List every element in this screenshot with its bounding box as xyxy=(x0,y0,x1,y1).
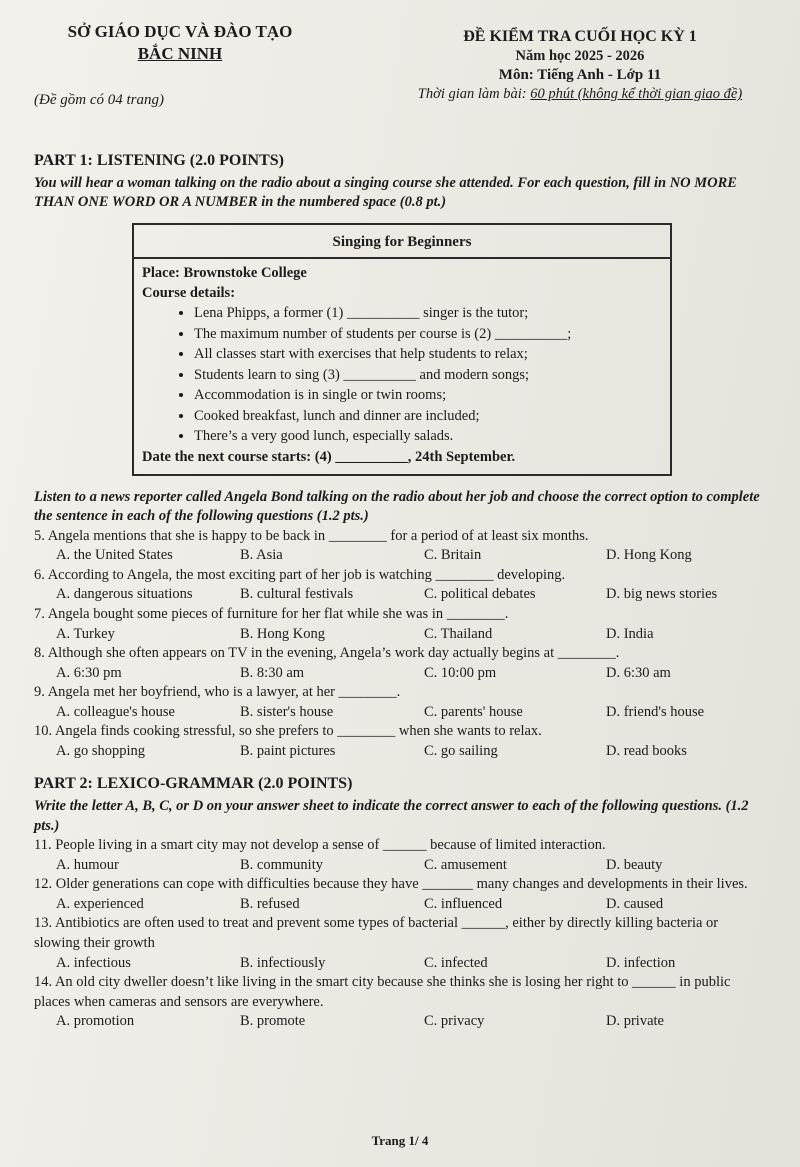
exam-header xyxy=(400,28,760,103)
question-9 xyxy=(34,683,764,722)
option-d: D. beauty xyxy=(606,856,663,873)
department-header xyxy=(34,22,320,109)
question-text: 11. People living in a smart city may not develop a sense of ______ because of limited interaction. xyxy=(34,837,606,854)
question-12 xyxy=(34,875,764,914)
answer-options xyxy=(34,954,764,974)
question-14 xyxy=(34,973,764,1032)
option-d: D. caused xyxy=(606,895,664,912)
question-text: 9. Angela met her boyfriend, who is a lawyer, at her ________. xyxy=(34,684,401,701)
question-text: 6. According to Angela, the most exciting part of her job is watching ________ developing. xyxy=(34,566,566,583)
school-year: Năm học 2025 - 2026 xyxy=(515,48,645,64)
option-b: B. paint pictures xyxy=(240,742,336,759)
option-a: A. infectious xyxy=(56,954,131,971)
option-a: A. dangerous situations xyxy=(56,586,193,603)
option-a: A. promotion xyxy=(56,1013,135,1030)
option-a: A. humour xyxy=(56,856,119,873)
option-a: A. experienced xyxy=(56,895,144,912)
list-item: • There’s a very good lunch, especially salads. xyxy=(194,427,662,447)
exam-title: ĐỀ KIỂM TRA CUỐI HỌC KỲ 1 xyxy=(463,28,697,45)
option-b: B. cultural festivals xyxy=(240,586,354,603)
option-a: A. the United States xyxy=(56,547,173,564)
option-d: D. Hong Kong xyxy=(606,547,692,564)
question-11 xyxy=(34,836,764,875)
option-d: D. infection xyxy=(606,954,676,971)
page-number: Trang 1/ 4 xyxy=(371,1133,429,1148)
option-c: C. Thailand xyxy=(424,625,493,642)
time-label: Thời gian làm bài: xyxy=(417,86,527,102)
list-item: • Lena Phipps, a former (1) __________ singer is the tutor; xyxy=(194,304,662,324)
list-item: • All classes start with exercises that help students to relax; xyxy=(194,345,662,365)
course-details-list xyxy=(142,304,662,447)
option-c: C. go sailing xyxy=(424,742,498,759)
question-text: 5. Angela mentions that she is happy to be back in ________ for a period of at least six months. xyxy=(34,527,589,544)
option-b: B. promote xyxy=(240,1013,306,1030)
notes-box-body xyxy=(134,259,670,474)
question-text: 13. Antibiotics are often used to treat and prevent some types of bacterial ______, either by directly killing bacteria or slowing their growth xyxy=(34,915,719,951)
option-c: C. 10:00 pm xyxy=(424,664,497,681)
question-text: 14. An old city dweller doesn’t like living in the smart city because she thinks she is losing her right to ______ in public places when cameras and sensors are everywhere. xyxy=(34,974,731,1010)
option-c: C. influenced xyxy=(424,895,503,912)
time-allowed xyxy=(400,86,760,103)
department-line-2: BẮC NINH xyxy=(137,44,223,63)
option-b: B. refused xyxy=(240,895,300,912)
option-a: A. go shopping xyxy=(56,742,146,759)
part2-title: PART 2: LEXICO-GRAMMAR (2.0 POINTS) xyxy=(34,775,353,793)
part2-section xyxy=(34,773,764,1031)
option-c: C. infected xyxy=(424,954,488,971)
part2-instruction: Write the letter A, B, C, or D on your answer sheet to indicate the correct answer to each of the following questions. (1.2 pts.) xyxy=(34,798,749,834)
option-a: A. 6:30 pm xyxy=(56,664,122,681)
question-5 xyxy=(34,527,764,566)
list-item: • The maximum number of students per course is (2) __________; xyxy=(194,325,662,345)
option-b: B. Hong Kong xyxy=(240,625,325,642)
answer-options xyxy=(34,546,764,566)
option-d: D. private xyxy=(606,1013,664,1030)
list-item: • Accommodation is in single or twin rooms; xyxy=(194,386,662,406)
option-c: C. privacy xyxy=(424,1013,485,1030)
option-c: C. Britain xyxy=(424,547,482,564)
option-c: C. amusement xyxy=(424,856,507,873)
question-10 xyxy=(34,722,764,761)
part1-instruction-1: You will hear a woman talking on the radio about a singing course she attended. For each question, fill in NO MORE THAN ONE WORD OR A NUMBER in the numbered space (0.8 pt.) xyxy=(34,174,737,211)
option-d: D. read books xyxy=(606,742,687,759)
option-b: B. 8:30 am xyxy=(240,664,305,681)
question-text: 10. Angela finds cooking stressful, so she prefers to ________ when she wants to relax. xyxy=(34,723,542,740)
option-b: B. Asia xyxy=(240,547,283,564)
option-d: D. friend's house xyxy=(606,703,705,720)
question-text: 12. Older generations can cope with difficulties because they have _______ many changes and developments in their lives. xyxy=(34,876,748,893)
question-7 xyxy=(34,605,764,644)
option-d: D. big news stories xyxy=(606,586,718,603)
department-line-1: SỞ GIÁO DỤC VÀ ĐÀO TẠO xyxy=(67,22,293,41)
part1-instruction-2: Listen to a news reporter called Angela Bond talking on the radio about her job and choose the correct option to complete the sentence in each of the following questions (1.2 pts.) xyxy=(34,488,760,525)
answer-options xyxy=(34,856,764,876)
place-line: Place: Brownstoke College xyxy=(142,264,307,281)
option-b: B. community xyxy=(240,856,323,873)
question-text: 8. Although she often appears on TV in the evening, Angela’s work day actually begins at ________. xyxy=(34,645,620,662)
answer-options xyxy=(34,625,764,645)
list-item: • Cooked breakfast, lunch and dinner are included; xyxy=(194,407,662,427)
question-6 xyxy=(34,566,764,605)
option-c: C. parents' house xyxy=(424,703,523,720)
option-d: D. 6:30 am xyxy=(606,664,671,681)
notes-box-title: Singing for Beginners xyxy=(134,225,670,259)
answer-options xyxy=(34,895,764,915)
list-item: • Students learn to sing (3) __________ and modern songs; xyxy=(194,366,662,386)
part1-title: PART 1: LISTENING (2.0 POINTS) xyxy=(34,152,284,169)
answer-options xyxy=(34,703,764,723)
subject: Môn: Tiếng Anh - Lớp 11 xyxy=(498,67,662,83)
exam-content xyxy=(34,150,764,1032)
question-8 xyxy=(34,644,764,683)
option-a: A. Turkey xyxy=(56,625,115,642)
pages-note: (Đề gồm có 04 trang) xyxy=(34,92,164,108)
option-c: C. political debates xyxy=(424,586,536,603)
option-b: B. infectiously xyxy=(240,954,326,971)
course-details-label: Course details: xyxy=(142,284,236,301)
question-13 xyxy=(34,914,764,973)
notes-box xyxy=(132,223,672,476)
date-line: Date the next course starts: (4) __________, 24th September. xyxy=(142,449,516,466)
answer-options xyxy=(34,585,764,605)
question-text: 7. Angela bought some pieces of furniture for her flat while she was in ________. xyxy=(34,605,509,622)
answer-options xyxy=(34,1012,764,1032)
time-value: 60 phút (không kể thời gian giao đề) xyxy=(530,86,743,102)
option-d: D. India xyxy=(606,625,654,642)
option-a: A. colleague's house xyxy=(56,703,175,720)
answer-options xyxy=(34,742,764,762)
answer-options xyxy=(34,664,764,684)
option-b: B. sister's house xyxy=(240,703,334,720)
